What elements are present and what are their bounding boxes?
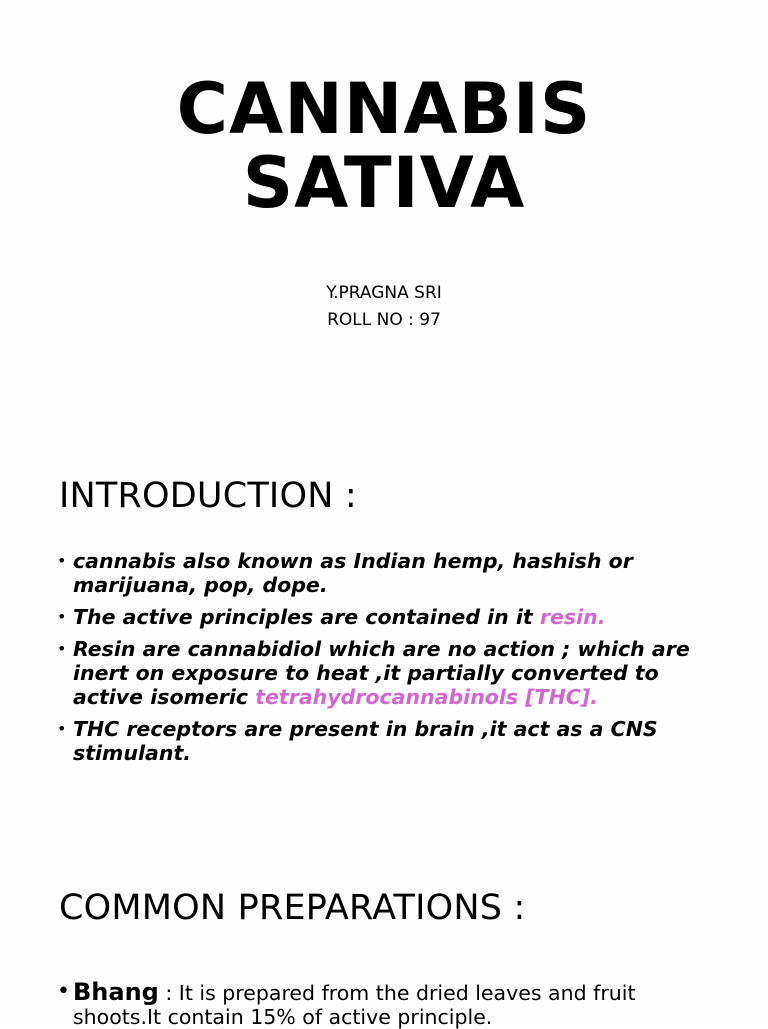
- highlighted-term: resin.: [539, 605, 606, 629]
- title-line-2: SATIVA: [242, 142, 526, 224]
- introduction-bullet-list: [57, 549, 717, 773]
- slide-title: [0, 68, 768, 224]
- roll-number: ROLL NO : 97: [327, 310, 441, 330]
- bullet-item: [57, 717, 717, 765]
- preparation-term: Bhang: [73, 978, 159, 1006]
- author-name: Y.PRAGNA SRI: [326, 283, 442, 303]
- preparation-description: : It is prepared from the dried leaves and fruit shoots.It contain 15% of active principle.: [73, 981, 636, 1029]
- preparation-item: [57, 980, 717, 1029]
- title-slide: [0, 0, 768, 430]
- highlighted-term: tetrahydrocannabinols [THC].: [255, 685, 598, 709]
- bullet-text: Resin are cannabidiol which are no action ; which are inert on exposure to heat ,it partially converted to active isomeric: [73, 637, 690, 709]
- bullet-text: cannabis also known as Indian hemp, hashish or marijuana, pop, dope.: [73, 549, 633, 597]
- bullet-item: [57, 549, 717, 597]
- bullet-text: THC receptors are present in brain ,it act as a CNS stimulant.: [73, 717, 658, 765]
- title-line-1: CANNABIS: [176, 68, 592, 150]
- introduction-heading: INTRODUCTION :: [59, 476, 357, 516]
- introduction-slide: [0, 430, 768, 1029]
- bullet-text: The active principles are contained in it: [73, 605, 540, 629]
- preparations-heading: COMMON PREPARATIONS :: [59, 888, 526, 928]
- bullet-item: [57, 637, 717, 709]
- author-block: [0, 280, 768, 334]
- preparations-bullet-list: [57, 980, 717, 1029]
- bullet-item: [57, 605, 717, 629]
